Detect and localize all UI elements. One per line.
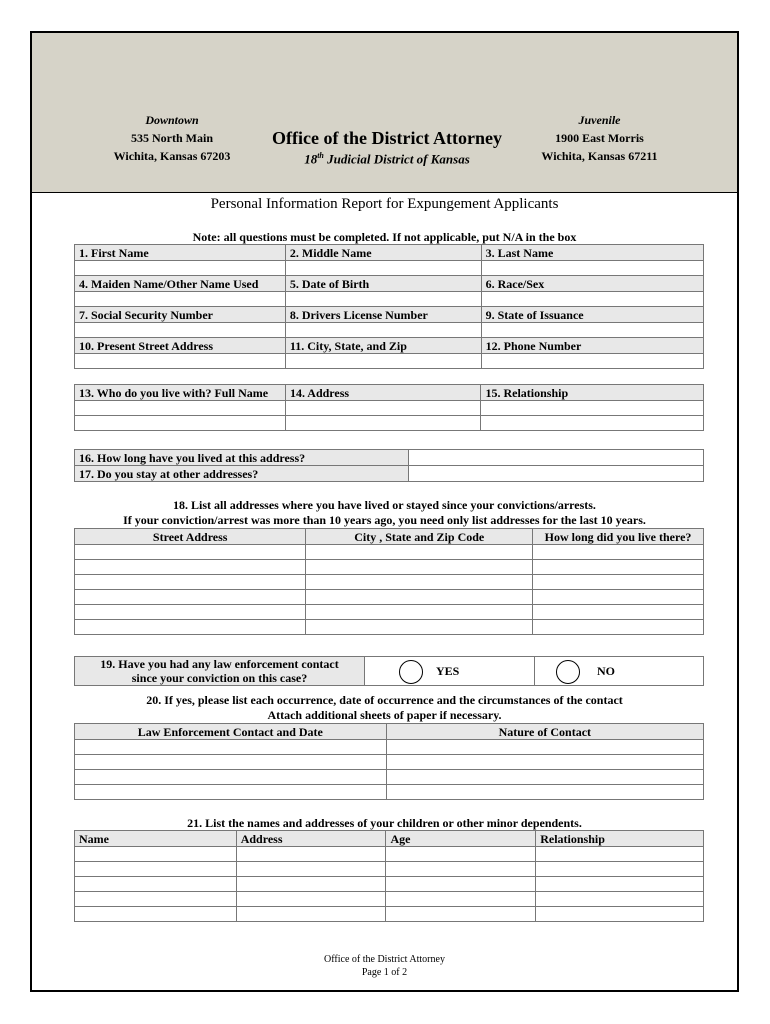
prior-street-input[interactable]: [75, 590, 306, 605]
contacts-table: Law Enforcement Contact and Date Nature of Contact: [74, 723, 704, 800]
dependent-address-input[interactable]: [236, 907, 386, 922]
dependent-name-input[interactable]: [75, 862, 237, 877]
prior-duration-input[interactable]: [533, 620, 704, 635]
prior-duration-input[interactable]: [533, 560, 704, 575]
prior-street-input[interactable]: [75, 575, 306, 590]
state-of-issuance-input[interactable]: [481, 323, 703, 338]
last-name-input[interactable]: [481, 261, 703, 276]
no-radio[interactable]: [556, 660, 580, 684]
prior-street-input[interactable]: [75, 560, 306, 575]
letterhead: [32, 33, 737, 193]
instructions-note: Note: all questions must be completed. If not applicable, put N/A in the box: [192, 230, 577, 244]
report-title: Personal Information Report for Expungement Applicants: [210, 196, 559, 212]
form-page: [30, 31, 739, 992]
dependent-relationship-input[interactable]: [536, 907, 704, 922]
contact-date-input[interactable]: [75, 785, 387, 800]
household-table: 13. Who do you live with? Full Name 14. Address 15. Relationship: [74, 384, 704, 431]
q20-instruction: 20. If yes, please list each occurrence, date of occurrence and the circumstances of the contact: [146, 693, 623, 707]
contact-nature-input[interactable]: [386, 785, 703, 800]
q21-instruction: 21. List the names and addresses of your children or other minor dependents.: [187, 816, 582, 830]
dependent-age-input[interactable]: [386, 877, 536, 892]
time-at-address-input[interactable]: [408, 450, 703, 466]
contact-nature-input[interactable]: [386, 755, 703, 770]
date-of-birth-input[interactable]: [285, 292, 481, 307]
contact-nature-input[interactable]: [386, 740, 703, 755]
page-footer: Office of the District Attorney Page 1 of 2: [32, 953, 737, 979]
contact-date-input[interactable]: [75, 770, 387, 785]
household-name-input[interactable]: [75, 416, 286, 431]
dependent-age-input[interactable]: [386, 892, 536, 907]
dependent-address-input[interactable]: [236, 877, 386, 892]
maiden-name-input[interactable]: [75, 292, 286, 307]
race-sex-input[interactable]: [481, 292, 703, 307]
prior-city-input[interactable]: [306, 560, 533, 575]
page-number: Page 1 of 2: [361, 967, 408, 978]
dependent-address-input[interactable]: [236, 892, 386, 907]
prior-city-input[interactable]: [306, 620, 533, 635]
yes-radio[interactable]: [399, 660, 423, 684]
dependent-name-input[interactable]: [75, 877, 237, 892]
dependent-relationship-input[interactable]: [536, 877, 704, 892]
yes-option[interactable]: YES: [399, 660, 459, 684]
prior-duration-input[interactable]: [533, 575, 704, 590]
dependent-age-input[interactable]: [386, 862, 536, 877]
dependent-address-input[interactable]: [236, 862, 386, 877]
prior-duration-input[interactable]: [533, 545, 704, 560]
prior-street-input[interactable]: [75, 620, 306, 635]
q19-question: 19. Have you had any law enforcement contact since your conviction on this case?: [75, 657, 365, 685]
dependent-relationship-input[interactable]: [536, 862, 704, 877]
contact-date-input[interactable]: [75, 755, 387, 770]
office-title-block: [252, 128, 522, 167]
prior-city-input[interactable]: [306, 545, 533, 560]
household-address-input[interactable]: [285, 416, 481, 431]
middle-name-input[interactable]: [285, 261, 481, 276]
district-subtitle: 18th Judicial District of Kansas: [304, 151, 470, 167]
other-addresses-input[interactable]: [408, 466, 703, 482]
household-relationship-input[interactable]: [481, 416, 704, 431]
q20-instruction-2: Attach additional sheets of paper if necessary.: [267, 708, 502, 722]
prior-street-input[interactable]: [75, 545, 306, 560]
personal-info-table: 1. First Name 2. Middle Name 3. Last Name 4. Maiden Name/Other Name Used 5. Date of Birth 6. Race/Sex 7. Social Security Number 8. Drivers License Number 9. State of Issuance 10. Present Street Address 11. City, State, and Zip 12. Phone Number: [74, 244, 704, 369]
street-address-input[interactable]: [75, 354, 286, 369]
q18-instruction-2: If your conviction/arrest was more than 10 years ago, you need only list addresses for the last 10 years.: [123, 513, 646, 527]
dependents-table: Name Address Age Relationship: [74, 830, 704, 922]
phone-number-input[interactable]: [481, 354, 703, 369]
dependent-age-input[interactable]: [386, 907, 536, 922]
contact-date-input[interactable]: [75, 740, 387, 755]
dependent-relationship-input[interactable]: [536, 892, 704, 907]
q18-instruction: 18. List all addresses where you have lived or stayed since your convictions/arrests.: [173, 498, 596, 512]
ssn-input[interactable]: [75, 323, 286, 338]
dependent-name-input[interactable]: [75, 892, 237, 907]
household-name-input[interactable]: [75, 401, 286, 416]
no-option[interactable]: NO: [556, 660, 615, 684]
prior-street-input[interactable]: [75, 605, 306, 620]
drivers-license-input[interactable]: [285, 323, 481, 338]
dependent-relationship-input[interactable]: [536, 847, 704, 862]
juvenile-address: Juvenile 1900 East Morris Wichita, Kansas 67211: [541, 113, 658, 163]
household-relationship-input[interactable]: [481, 401, 704, 416]
prior-city-input[interactable]: [306, 605, 533, 620]
residence-table: 16. How long have you lived at this address? 17. Do you stay at other addresses?: [74, 449, 704, 482]
downtown-address: Downtown 535 North Main Wichita, Kansas 67203: [113, 113, 231, 163]
dependent-address-input[interactable]: [236, 847, 386, 862]
contact-nature-input[interactable]: [386, 770, 703, 785]
dependent-name-input[interactable]: [75, 907, 237, 922]
q19-box: [74, 656, 704, 686]
dependent-name-input[interactable]: [75, 847, 237, 862]
prior-duration-input[interactable]: [533, 605, 704, 620]
household-address-input[interactable]: [285, 401, 481, 416]
office-title: Office of the District Attorney: [272, 128, 502, 148]
city-state-zip-input[interactable]: [285, 354, 481, 369]
dependent-age-input[interactable]: [386, 847, 536, 862]
first-name-input[interactable]: [75, 261, 286, 276]
prior-city-input[interactable]: [306, 575, 533, 590]
prior-city-input[interactable]: [306, 590, 533, 605]
addresses-table: Street Address City , State and Zip Code How long did you live there?: [74, 528, 704, 635]
prior-duration-input[interactable]: [533, 590, 704, 605]
